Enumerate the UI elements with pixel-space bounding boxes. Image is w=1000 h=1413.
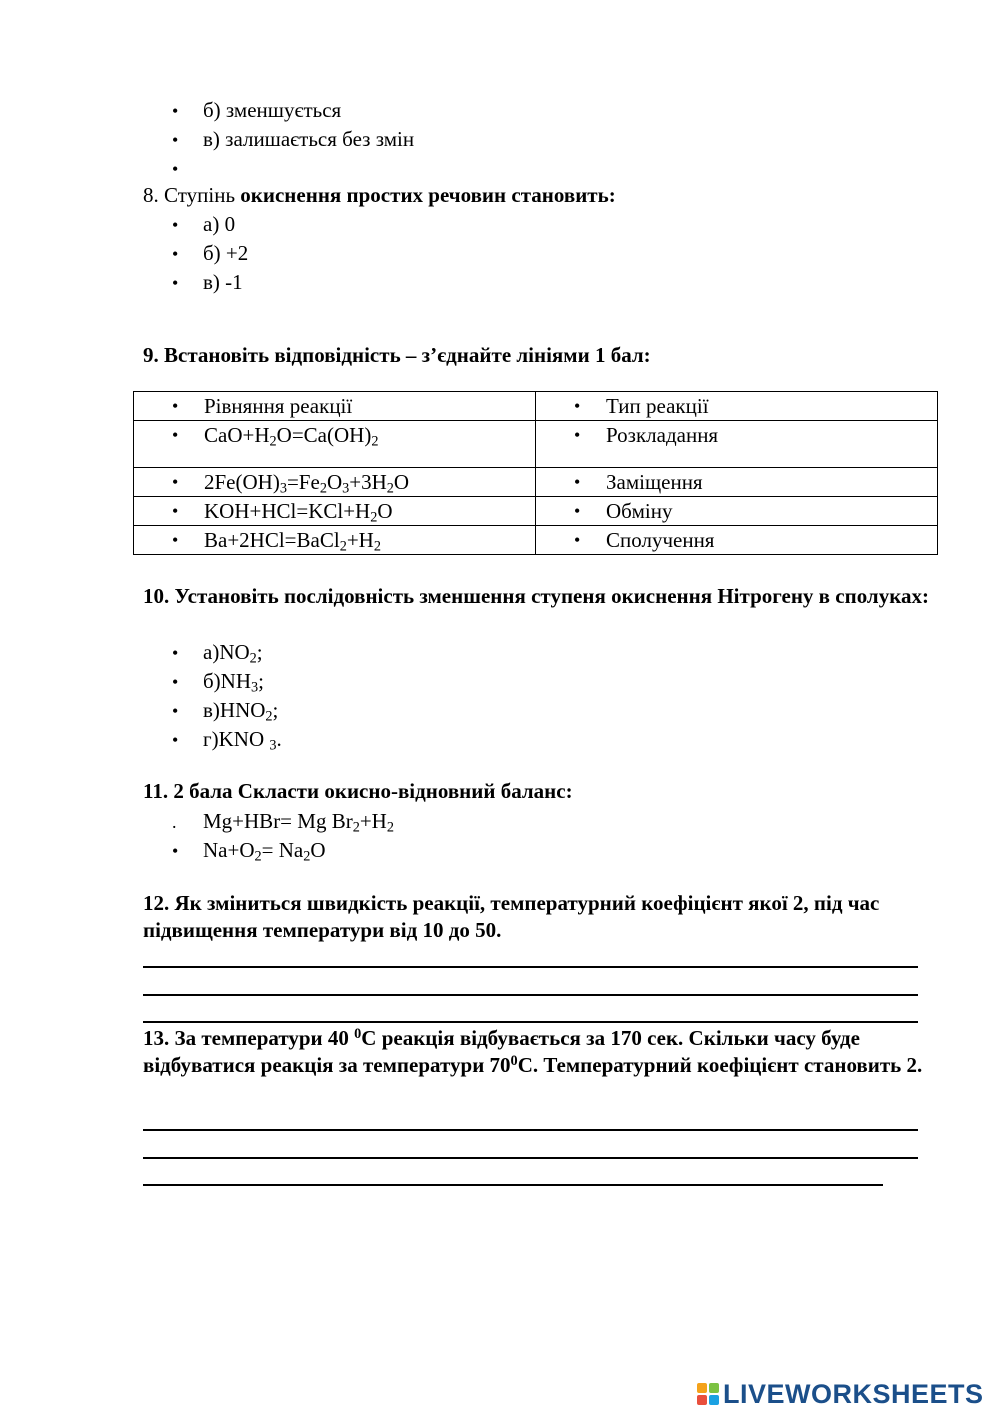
bullet: • bbox=[172, 841, 179, 861]
q8-title: 8. Ступінь окиснення простих речовин становить: bbox=[143, 183, 616, 207]
matching-table bbox=[133, 391, 938, 555]
q10-option-c: • $в)HNO_2$; bbox=[172, 698, 279, 725]
equation-cell: • $KOH+HCl=KCl+H_2O$ bbox=[134, 497, 536, 526]
bullet: • bbox=[172, 101, 179, 121]
q9-title: 9. Встановіть відповідність – з’єднайте лініями 1 бал: bbox=[143, 343, 651, 367]
answer-line[interactable] bbox=[143, 1129, 918, 1131]
q7-option-b: • б) зменшується bbox=[172, 98, 342, 122]
bullet: • bbox=[172, 672, 179, 692]
header-equation: • Рівняння реакції bbox=[134, 392, 536, 421]
bullet: • bbox=[172, 730, 179, 750]
answer-line[interactable] bbox=[143, 994, 918, 996]
type-cell: • Заміщення bbox=[536, 468, 938, 497]
header-type: • Тип реакції bbox=[536, 392, 938, 421]
answer-line[interactable] bbox=[143, 966, 918, 968]
q11-title: 11. 2 бала Скласти окисно-відновний баланс: bbox=[143, 779, 573, 803]
bullet: • bbox=[172, 244, 179, 264]
brand-name: LIVEWORKSHEETS bbox=[723, 1378, 984, 1409]
equation-cell: • $CaO+H_2O=Ca(OH)_2$ bbox=[134, 421, 536, 468]
type-cell: • Розкладання bbox=[536, 421, 938, 468]
q8-option-b: • б) +2 bbox=[172, 241, 249, 265]
q10-option-b: • $б)NH_3$; bbox=[172, 669, 264, 696]
q11-equation-1: . Mg+HBr= Mg $Br_2+H_2$ bbox=[172, 809, 394, 836]
table-row bbox=[134, 526, 938, 555]
bullet: • bbox=[172, 643, 179, 663]
q8-option-a: • а) 0 bbox=[172, 212, 236, 236]
bullet: . bbox=[172, 812, 177, 832]
q12-title: 12. Як зміниться швидкість реакції, температурний коефіцієнт якої 2, під час підвищення температури від 10 до 50. bbox=[143, 891, 880, 942]
type-cell: • Сполучення bbox=[536, 526, 938, 555]
bullet: • bbox=[172, 701, 179, 721]
q10-option-d: • г)KNO $_3$. bbox=[172, 727, 282, 754]
logo-grid-icon bbox=[697, 1383, 719, 1405]
table-row bbox=[134, 468, 938, 497]
liveworksheets-logo[interactable] bbox=[697, 1378, 984, 1410]
answer-line[interactable] bbox=[143, 1021, 918, 1023]
q10-option-a: • $а)NO_2$; bbox=[172, 640, 263, 667]
table-header-row bbox=[134, 392, 938, 421]
table-row bbox=[134, 497, 938, 526]
bullet: • bbox=[172, 273, 179, 293]
bullet: • bbox=[172, 159, 179, 179]
q8-option-c: • в) -1 bbox=[172, 270, 243, 294]
q13-title: 13. За температури 40 $^0$С реакція відбувається за 170 сек. Скільки часу буде відбуватися реакція за температури $70^0С$. Температурний коефіцієнт становить 2. bbox=[143, 1025, 923, 1077]
answer-line[interactable] bbox=[143, 1184, 883, 1186]
q11-equation-2: • $Na+O_2= Na_2O$ bbox=[172, 838, 326, 865]
q7-option-empty bbox=[172, 155, 203, 181]
bullet: • bbox=[172, 215, 179, 235]
q7-option-c: • в) залишається без змін bbox=[172, 127, 415, 151]
equation-cell: • $Ba+2HCl=BaCl_2+H_2$ bbox=[134, 526, 536, 555]
table-row bbox=[134, 421, 938, 468]
type-cell: • Обміну bbox=[536, 497, 938, 526]
bullet: • bbox=[172, 130, 179, 150]
q10-title: 10. Установіть послідовність зменшення ступеня окиснення Нітрогену в сполуках: bbox=[143, 584, 929, 608]
answer-line[interactable] bbox=[143, 1157, 918, 1159]
equation-cell: • $2Fe(OH)_3=Fe_2O_3+3H_2O$ bbox=[134, 468, 536, 497]
